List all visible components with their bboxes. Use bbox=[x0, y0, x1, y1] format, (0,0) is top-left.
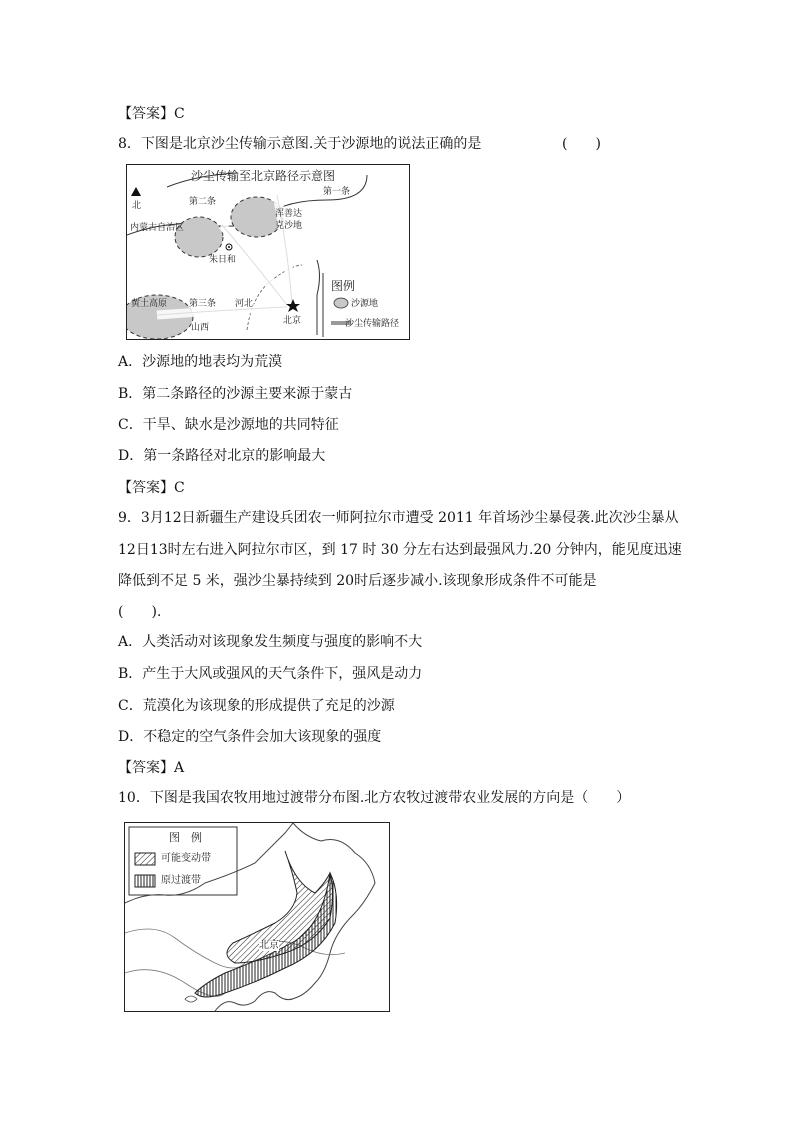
legend-possible-swatch bbox=[135, 853, 155, 865]
q9-stem-line3: 降低到不足 5 米，强沙尘暴持续到 20时后逐步减小.该现象形成条件不可能是 bbox=[118, 573, 597, 589]
legend-original-swatch bbox=[135, 875, 155, 887]
q9-option-c: C．荒漠化为该现象的形成提供了充足的沙源 bbox=[118, 698, 395, 714]
q8-paren: ( ) bbox=[562, 136, 601, 152]
legend-original-label: 原过渡带 bbox=[161, 875, 201, 886]
q9-option-d: D．不稳定的空气条件会加大该现象的强度 bbox=[118, 729, 382, 745]
dust-path-map-graphic bbox=[127, 165, 409, 339]
route3-label: 第三条 bbox=[189, 299, 217, 309]
legend-title: 图例 bbox=[331, 279, 356, 293]
zhurihe-label: 朱日和 bbox=[209, 255, 237, 265]
hunshandake-label: 浑善达 bbox=[275, 209, 303, 219]
beijing-label-2: 北京 bbox=[259, 940, 279, 951]
legend-possible-label: 可能变动带 bbox=[161, 853, 211, 864]
q10-stem: 10．下图是我国农牧用地过渡带分布图.北方农牧过渡带农业发展的方向是（ ） bbox=[118, 790, 631, 806]
legend-source-label: 沙源地 bbox=[351, 299, 379, 309]
q9-option-a: A．人类活动对该现象发生频度与强度的影响不大 bbox=[118, 634, 423, 650]
q9-option-b: B．产生于大风或强风的天气条件下，强风是动力 bbox=[118, 666, 423, 682]
route2-label: 第二条 bbox=[189, 197, 217, 207]
dust-path-map bbox=[126, 164, 410, 340]
q8-option-b: B．第二条路径的沙源主要来源于蒙古 bbox=[118, 386, 353, 402]
loess-label: 黄土高原 bbox=[131, 299, 168, 309]
transition-belt-map bbox=[124, 822, 390, 1012]
north-arrow-icon bbox=[131, 187, 141, 196]
beijing-label: 北京 bbox=[283, 316, 302, 326]
q8-option-c: C．干旱、缺水是沙源地的共同特征 bbox=[118, 417, 339, 433]
transition-belt-map-graphic bbox=[125, 823, 389, 1011]
hebei-label: 河北 bbox=[235, 299, 254, 309]
q9-paren: ( ). bbox=[118, 604, 162, 620]
q8-stem: 8．下图是北京沙尘传输示意图.关于沙源地的说法正确的是 bbox=[118, 136, 482, 152]
shanxi-label: 山西 bbox=[191, 323, 210, 333]
q9-stem-line1: 9．3月12日新疆生产建设兵团农一师阿拉尔市遭受 2011 年首场沙尘暴侵袭.此次沙尘暴从 bbox=[118, 510, 679, 526]
q9-answer: 【答案】A bbox=[118, 760, 185, 776]
route1-label: 第一条 bbox=[323, 187, 351, 197]
legend-title-2: 图 例 bbox=[169, 831, 202, 844]
legend-source-swatch bbox=[334, 298, 348, 308]
legend-path-label: 沙尘传输路径 bbox=[345, 319, 400, 329]
q8-answer: 【答案】C bbox=[118, 480, 185, 496]
hunshandake-label-2: 克沙地 bbox=[275, 221, 303, 231]
q8-option-d: D．第一条路径对北京的影响最大 bbox=[118, 448, 326, 464]
q8-option-a: A．沙源地的地表均为荒漠 bbox=[118, 354, 283, 370]
answer-label: 【答案】 bbox=[118, 106, 174, 122]
map-title: 沙尘传输至北京路径示意图 bbox=[191, 169, 336, 183]
north-label: 北 bbox=[132, 201, 142, 211]
q7-answer bbox=[118, 104, 185, 124]
answer-letter: C bbox=[174, 106, 185, 122]
q9-stem-line2: 12日13时左右进入阿拉尔市区，到 17 时 30 分左右达到最强风力.20 分钟内，能见度迅速 bbox=[118, 542, 682, 558]
inner-mongolia-label: 内蒙古自治区 bbox=[130, 223, 185, 233]
